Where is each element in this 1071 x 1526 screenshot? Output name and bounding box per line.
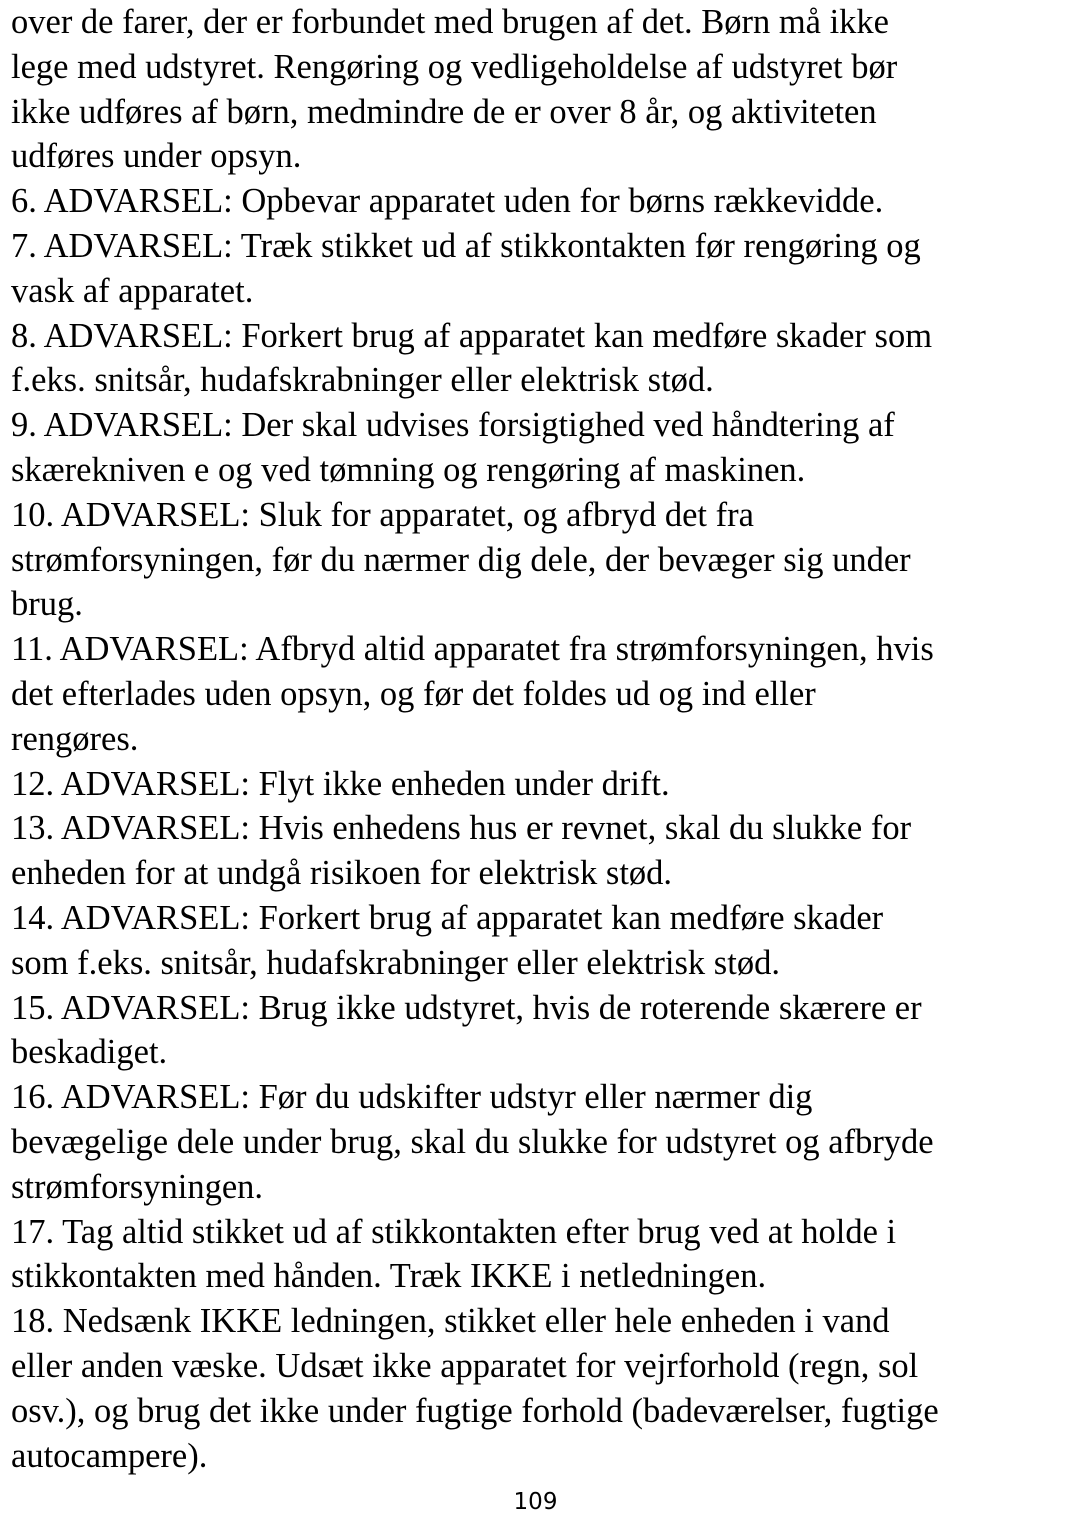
text-line: 17. Tag altid stikket ud af stikkontakten efter brug ved at holde i xyxy=(11,1212,897,1251)
text-line: f.eks. snitsår, hudafskrabninger eller elektrisk stød. xyxy=(11,361,714,400)
paragraph-item-16 xyxy=(11,1075,1069,1209)
text-line: beskadiget. xyxy=(11,1033,168,1072)
text-line: enheden for at undgå risikoen for elektrisk stød. xyxy=(11,854,673,893)
paragraph-item-11 xyxy=(11,627,1069,761)
text-line: stikkontakten med hånden. Træk IKKE i netledningen. xyxy=(11,1257,767,1296)
paragraph-item-7 xyxy=(11,224,1069,314)
text-line: 8. ADVARSEL: Forkert brug af apparatet kan medføre skader som xyxy=(11,316,933,355)
text-line: 18. Nedsænk IKKE ledningen, stikket eller hele enheden i vand xyxy=(11,1302,890,1341)
paragraph-item-18 xyxy=(11,1299,1069,1478)
paragraph-item-10 xyxy=(11,493,1069,627)
paragraph-item-15 xyxy=(11,986,1069,1076)
text-line: brug. xyxy=(11,585,83,624)
text-line: 10. ADVARSEL: Sluk for apparatet, og afbryd det fra xyxy=(11,495,754,534)
text-line: eller anden væske. Udsæt ikke apparatet for vejrforhold (regn, sol xyxy=(11,1346,919,1385)
text-line: udføres under opsyn. xyxy=(11,137,302,176)
text-line: osv.), og brug det ikke under fugtige forhold (badeværelser, fugtige xyxy=(11,1391,939,1430)
text-line: autocampere). xyxy=(11,1436,208,1475)
page-number: 109 xyxy=(513,1489,558,1515)
paragraph-item-9 xyxy=(11,403,1069,493)
text-line: 16. ADVARSEL: Før du udskifter udstyr eller nærmer dig xyxy=(11,1078,813,1117)
text-line: 6. ADVARSEL: Opbevar apparatet uden for børns rækkevidde. xyxy=(11,182,884,221)
paragraph-item-8 xyxy=(11,314,1069,404)
paragraph-item-13 xyxy=(11,806,1069,896)
text-line: 7. ADVARSEL: Træk stikket ud af stikkontakten før rengøring og xyxy=(11,226,921,265)
paragraph-item-14 xyxy=(11,896,1069,986)
text-line: 11. ADVARSEL: Afbryd altid apparatet fra strømforsyningen, hvis xyxy=(11,630,934,669)
text-line: ikke udføres af børn, medmindre de er over 8 år, og aktiviteten xyxy=(11,92,877,131)
paragraph-item-6 xyxy=(11,179,1069,224)
document-body xyxy=(11,0,1069,1478)
text-line: strømforsyningen. xyxy=(11,1167,264,1206)
text-line: 13. ADVARSEL: Hvis enhedens hus er revnet, skal du slukke for xyxy=(11,809,912,848)
paragraph-item-5-continued xyxy=(11,0,1069,179)
text-line: som f.eks. snitsår, hudafskrabninger eller elektrisk stød. xyxy=(11,943,780,982)
paragraph-item-12 xyxy=(11,762,1069,807)
text-line: 12. ADVARSEL: Flyt ikke enheden under drift. xyxy=(11,764,670,803)
paragraph-item-17 xyxy=(11,1210,1069,1300)
text-line: skærekniven e og ved tømning og rengøring af maskinen. xyxy=(11,450,806,489)
text-line: lege med udstyret. Rengøring og vedligeholdelse af udstyret bør xyxy=(11,47,898,86)
text-line: rengøres. xyxy=(11,719,139,758)
text-line: det efterlades uden opsyn, og før det foldes ud og ind eller xyxy=(11,674,816,713)
text-line: bevægelige dele under brug, skal du slukke for udstyret og afbryde xyxy=(11,1122,934,1161)
text-line: over de farer, der er forbundet med brugen af det. Børn må ikke xyxy=(11,3,889,41)
text-line: 15. ADVARSEL: Brug ikke udstyret, hvis de roterende skærere er xyxy=(11,988,922,1027)
text-line: strømforsyningen, før du nærmer dig dele, der bevæger sig under xyxy=(11,540,911,579)
text-line: 9. ADVARSEL: Der skal udvises forsigtighed ved håndtering af xyxy=(11,406,895,445)
text-line: vask af apparatet. xyxy=(11,271,254,310)
text-line: 14. ADVARSEL: Forkert brug af apparatet kan medføre skader xyxy=(11,898,884,937)
